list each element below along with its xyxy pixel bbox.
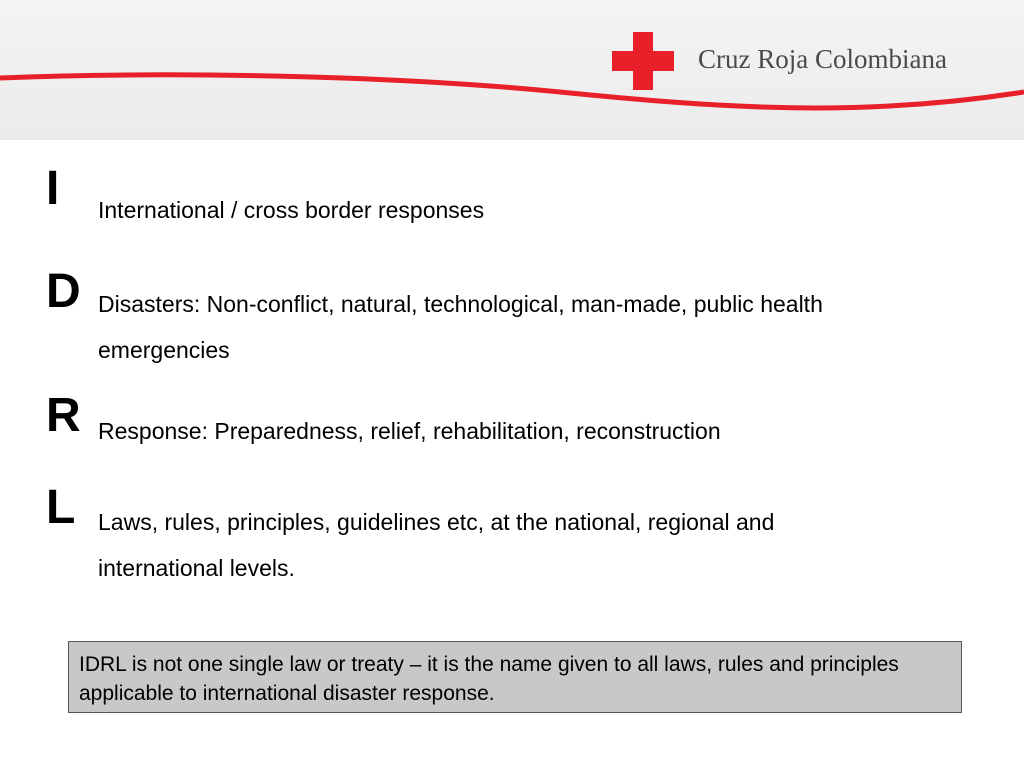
organization-name: Cruz Roja Colombiana bbox=[698, 44, 947, 74]
letter-l: L bbox=[46, 481, 76, 534]
letter-d: D bbox=[46, 265, 81, 318]
item-i-text: International / cross border responses bbox=[98, 197, 485, 223]
red-cross-icon bbox=[612, 32, 674, 90]
letter-r: R bbox=[46, 389, 81, 442]
item-d-text: Disasters: Non-conflict, natural, technological, man-made, public health emergencies bbox=[98, 291, 823, 363]
letter-i: I bbox=[46, 162, 60, 215]
note-box: IDRL is not one single law or treaty – it is the name given to all laws, rules and principles applicable to international disaster response. bbox=[68, 641, 962, 713]
header-band bbox=[0, 0, 1024, 140]
item-r-text: Response: Preparedness, relief, rehabilitation, reconstruction bbox=[98, 418, 721, 444]
item-l-text: Laws, rules, principles, guidelines etc, at the national, regional and international levels. bbox=[98, 509, 775, 581]
